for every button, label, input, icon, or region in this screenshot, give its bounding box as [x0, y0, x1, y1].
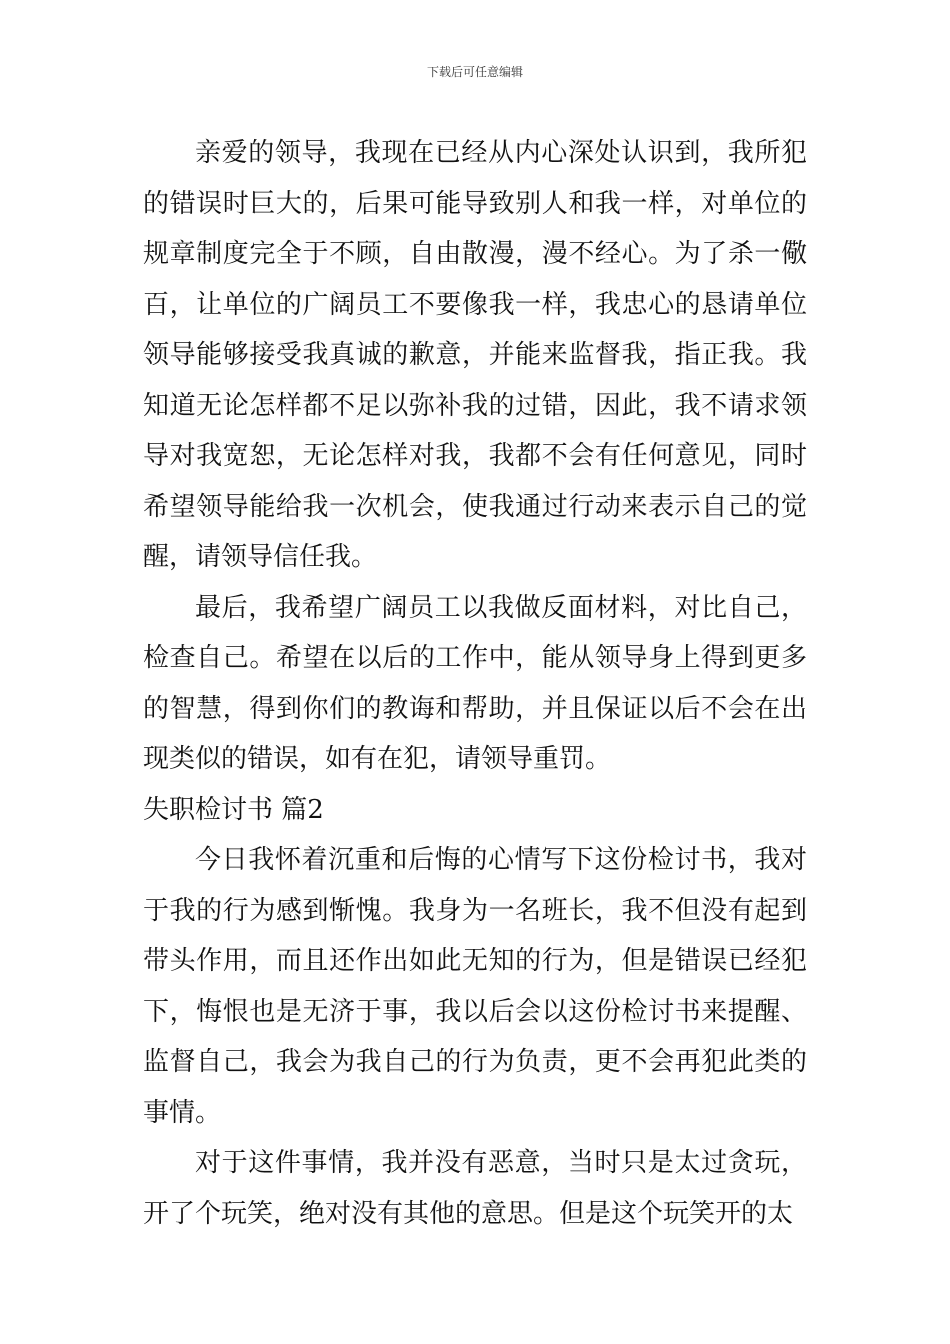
page-header: 下载后可任意编辑	[426, 65, 523, 79]
section-heading: 失职检讨书 篇2	[143, 794, 324, 825]
paragraph-explanation: 对于这件事情，我并没有恶意，当时只是太过贪玩，开了个玩笑，绝对没有其他的意思。但是这个玩笑开的太	[143, 1148, 807, 1229]
paragraph-reflection: 今日我怀着沉重和后悔的心情写下这份检讨书，我对于我的行为感到惭愧。我身为一名班长，我不但没有起到带头作用，而且还作出如此无知的行为，但是错误已经犯下，悔恨也是无济于事，我以后会以这份检讨书来提醒、监督自己，我会为我自己的行为负责，更不会再犯此类的事情。	[143, 845, 807, 1128]
paragraph-conclusion: 最后，我希望广阔员工以我做反面材料，对比自己，检查自己。希望在以后的工作中，能从领导身上得到更多的智慧，得到你们的教诲和帮助，并且保证以后不会在出现类似的错误，如有在犯，请领导重罚。	[143, 592, 807, 774]
paragraph-apology: 亲爱的领导，我现在已经从内心深处认识到，我所犯的错误时巨大的，后果可能导致别人和我一样，对单位的规章制度完全于不顾，自由散漫，漫不经心。为了杀一儆百，让单位的广阔员工不要像我一样，我忠心的恳请单位领导能够接受我真诚的歉意，并能来监督我，指正我。我知道无论怎样都不足以弥补我的过错，因此，我不请求领导对我宽恕，无论怎样对我，我都不会有任何意见，同时希望领导能给我一次机会，使我通过行动来表示自己的觉醒，请领导信任我。	[143, 138, 807, 572]
document-body	[143, 128, 807, 1239]
